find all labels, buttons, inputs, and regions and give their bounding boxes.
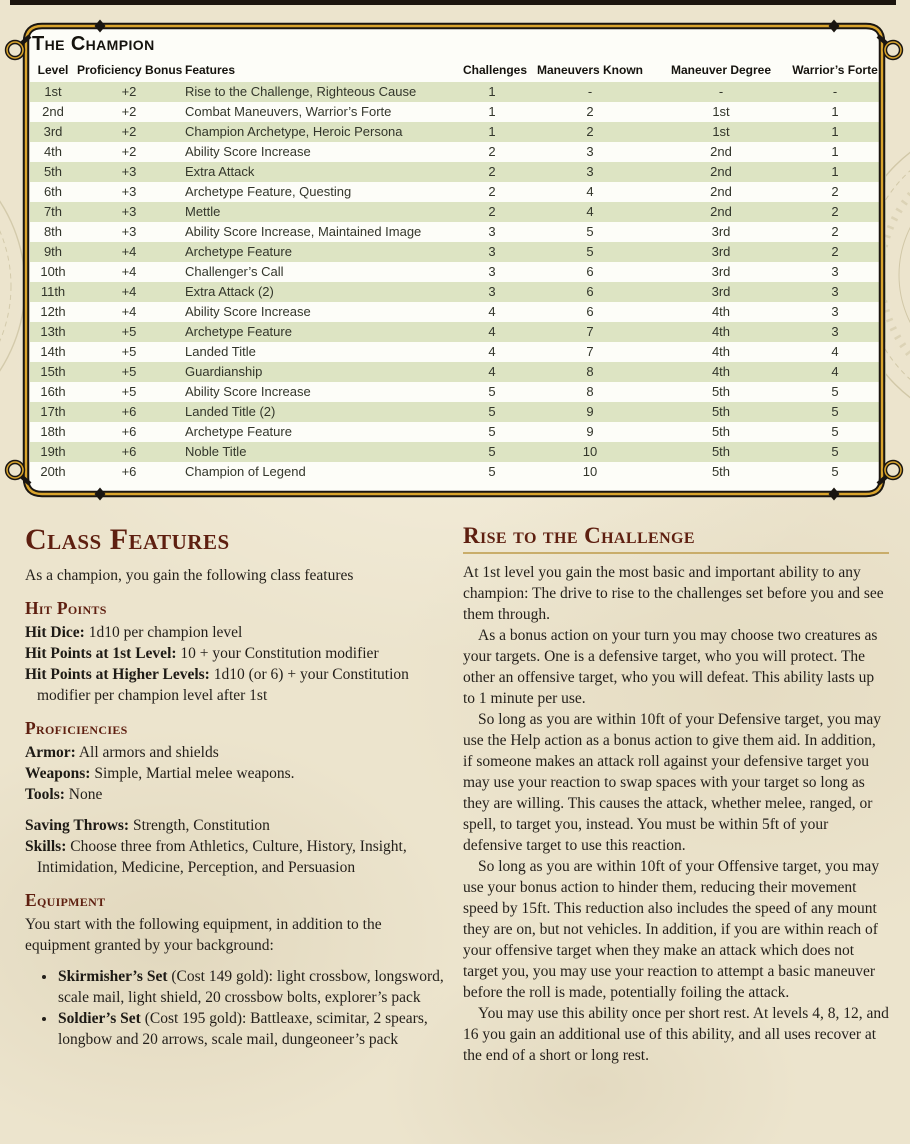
table-cell: +3 xyxy=(76,202,182,222)
table-row xyxy=(30,422,886,442)
table-cell: 5 xyxy=(831,384,839,399)
equipment-intro: You start with the following equipment, in addition to the equipment granted by your background: xyxy=(25,916,382,955)
table-cell: +4 xyxy=(76,282,182,302)
stat-value: All armors and shields xyxy=(78,744,219,761)
stat-line-tools xyxy=(25,784,447,805)
table-cell: 3 xyxy=(831,304,839,319)
table-cell: - xyxy=(784,82,886,102)
top-border-strip xyxy=(10,0,896,5)
stat-value: 1d10 (or 6) + your Constitution modifier per champion level after 1st xyxy=(37,665,409,704)
stat-label: Hit Dice: xyxy=(25,623,85,641)
table-cell: 2nd xyxy=(710,184,732,199)
paragraph: So long as you are within 10ft of your Offensive target, you may use your bonus action to hinder them, reducing their movement speed by 15ft. This reduction also includes the speed of any mount they are on, but not vehicles. In addition, if you are within reach of your offensive target when they make an attack which does not target you, you may use your reaction to attempt a basic maneuver before the roll is made, potentially foiling the attack. xyxy=(463,858,880,1002)
table-cell: 2 xyxy=(522,122,658,142)
column-header: Features xyxy=(185,63,236,77)
table-row xyxy=(30,382,886,402)
table-cell: 4th xyxy=(711,304,731,319)
table-cell: Rise to the Challenge, Righteous Cause xyxy=(182,82,462,102)
table-cell: 2nd xyxy=(658,202,784,222)
table-cell: 15th xyxy=(30,362,76,382)
table-row xyxy=(30,342,886,362)
table-cell: Archetype Feature xyxy=(185,424,292,439)
table-cell: +2 xyxy=(121,144,137,159)
table-row xyxy=(30,462,886,482)
table-cell: 7 xyxy=(522,322,658,342)
table-cell: 1 xyxy=(488,104,496,119)
table-cell: 5 xyxy=(462,442,522,462)
table-cell: 3 xyxy=(522,162,658,182)
table-cell: +4 xyxy=(121,264,137,279)
table-cell: 10 xyxy=(522,442,658,462)
column-header: Warrior’s Forte xyxy=(792,63,878,77)
stat-label: Hit Points at 1st Level: xyxy=(25,644,177,662)
equipment-heading: Equipment xyxy=(25,890,106,910)
table-cell: Extra Attack (2) xyxy=(182,282,462,302)
table-cell: 6 xyxy=(586,264,594,279)
table-cell: +5 xyxy=(76,362,182,382)
table-cell: +5 xyxy=(76,322,182,342)
table-cell: 5th xyxy=(658,402,784,422)
table-cell: 2 xyxy=(488,184,496,199)
stat-line-hp-1st xyxy=(25,643,447,664)
stat-label: Skills: xyxy=(25,838,67,855)
table-cell: 4 xyxy=(586,184,594,199)
table-cell: Guardianship xyxy=(182,362,462,382)
table-cell: Noble Title xyxy=(182,442,462,462)
table-cell: +4 xyxy=(121,304,137,319)
table-cell: 5 xyxy=(784,442,886,462)
table-cell: 9 xyxy=(522,402,658,422)
table-row xyxy=(30,242,886,262)
table-cell: 3 xyxy=(488,224,496,239)
table-cell: 5 xyxy=(586,224,594,239)
equipment-item-detail: (Cost 149 gold): light crossbow, longsword, scale mail, light shield, 20 crossbow bolts, explorer’s pack xyxy=(58,968,444,1007)
table-cell: Ability Score Increase xyxy=(185,384,311,399)
table-cell: 5th xyxy=(711,424,731,439)
table-cell: 3 xyxy=(462,282,522,302)
table-cell: 5 xyxy=(522,242,658,262)
class-features-heading: Class Features xyxy=(25,523,230,556)
table-cell: Champion Archetype, Heroic Persona xyxy=(182,122,462,142)
table-cell: - xyxy=(658,82,784,102)
stat-line-saving-throws xyxy=(25,815,447,836)
table-cell: 18th xyxy=(40,424,66,439)
champion-table xyxy=(30,62,886,482)
table-cell: 2nd xyxy=(710,144,732,159)
table-cell: 14th xyxy=(40,344,66,359)
table-row xyxy=(30,202,886,222)
column-header: Maneuver Degree xyxy=(670,63,772,77)
table-cell: 2 xyxy=(488,144,496,159)
table-cell: 3rd xyxy=(30,122,76,142)
table-cell: 1st xyxy=(30,82,76,102)
table-cell: 5th xyxy=(30,162,76,182)
table-cell: Archetype Feature, Questing xyxy=(185,184,352,199)
stat-value: 10 + your Constitution modifier xyxy=(180,644,379,662)
table-cell: Champion of Legend xyxy=(185,464,306,479)
stat-label: Saving Throws: xyxy=(25,817,130,834)
table-cell: Archetype Feature xyxy=(182,242,462,262)
table-cell: +2 xyxy=(76,122,182,142)
column-header: Maneuvers Known xyxy=(536,63,644,77)
table-cell: 3rd xyxy=(711,224,731,239)
table-cell: 4th xyxy=(711,344,731,359)
table-cell: 1 xyxy=(462,122,522,142)
table-cell: +6 xyxy=(76,442,182,462)
table-cell: +2 xyxy=(121,104,137,119)
table-cell: 3 xyxy=(784,322,886,342)
table-cell: +3 xyxy=(121,184,137,199)
table-cell: 5 xyxy=(488,424,496,439)
table-row xyxy=(30,282,886,302)
table-cell: +3 xyxy=(76,162,182,182)
table-cell: 8 xyxy=(522,362,658,382)
table-cell: 19th xyxy=(30,442,76,462)
table-cell: 4th xyxy=(658,362,784,382)
table-cell: 5 xyxy=(831,424,839,439)
equipment-item-name: Soldier’s Set xyxy=(58,1010,141,1028)
stat-line-hit-dice xyxy=(25,622,447,643)
table-cell: Combat Maneuvers, Warrior’s Forte xyxy=(185,104,392,119)
table-row xyxy=(30,162,886,182)
table-row xyxy=(30,222,886,242)
table-title: The Champion xyxy=(32,33,155,55)
table-cell: Extra Attack xyxy=(182,162,462,182)
table-cell: 17th xyxy=(30,402,76,422)
table-cell: 2nd xyxy=(658,162,784,182)
table-cell: 7 xyxy=(586,344,594,359)
stat-line-weapons xyxy=(25,763,447,784)
champion-table-card xyxy=(30,33,878,482)
table-cell: - xyxy=(522,82,658,102)
column-header: Challenges xyxy=(463,63,528,77)
table-cell: 5 xyxy=(462,402,522,422)
stat-label: Armor: xyxy=(25,744,76,761)
equipment-item-name: Skirmisher’s Set xyxy=(58,968,168,986)
table-cell: +6 xyxy=(121,424,137,439)
equipment-list xyxy=(25,966,447,1050)
table-cell: 16th xyxy=(40,384,66,399)
column-header: Level xyxy=(37,63,69,77)
table-header-row xyxy=(30,62,886,82)
stat-value: 1d10 per champion level xyxy=(88,623,243,641)
table-cell: 2 xyxy=(831,184,839,199)
table-cell: 13th xyxy=(30,322,76,342)
table-cell: 1st xyxy=(658,122,784,142)
table-cell: Landed Title (2) xyxy=(182,402,462,422)
table-cell: 2 xyxy=(831,224,839,239)
table-cell: +6 xyxy=(76,402,182,422)
stat-value: Strength, Constitution xyxy=(132,817,270,834)
table-cell: 5 xyxy=(488,464,496,479)
table-cell: 5 xyxy=(784,402,886,422)
table-cell: 4 xyxy=(488,304,496,319)
table-cell: 7th xyxy=(30,202,76,222)
table-row xyxy=(30,362,886,382)
table-cell: 5 xyxy=(831,464,839,479)
table-cell: 4th xyxy=(43,144,63,159)
table-cell: 4 xyxy=(831,344,839,359)
table-row xyxy=(30,82,886,102)
table-cell: 10 xyxy=(582,464,598,479)
stat-label: Tools: xyxy=(25,786,65,803)
proficiencies-heading: Proficiencies xyxy=(25,717,128,738)
table-cell: 6 xyxy=(586,304,594,319)
table-cell: 6 xyxy=(522,282,658,302)
table-cell: 2 xyxy=(784,202,886,222)
table-cell: 3 xyxy=(831,264,839,279)
table-cell: 1 xyxy=(462,82,522,102)
table-cell: 4th xyxy=(658,322,784,342)
table-cell: 9 xyxy=(586,424,594,439)
table-cell: 1 xyxy=(831,144,839,159)
table-row xyxy=(30,262,886,282)
table-cell: Ability Score Increase xyxy=(185,144,311,159)
table-cell: 1 xyxy=(784,162,886,182)
list-item-skirmisher-set xyxy=(57,966,447,1008)
table-row xyxy=(30,142,886,162)
table-cell: +6 xyxy=(121,464,137,479)
table-row xyxy=(30,302,886,322)
table-cell: +5 xyxy=(121,384,137,399)
paragraph: So long as you are within 10ft of your Defensive target, you may use the Help action as a bonus action to give them aid. In addition, if someone makes an attack roll against your defensive target you may use your reaction to swap spaces with your target so long as they are willing. This causes the attack, whether melee, ranged, or spell, to target you, instead. You must be within 5ft of your defensive target to use this reaction. xyxy=(463,711,882,855)
table-cell: 3rd xyxy=(658,282,784,302)
left-column xyxy=(25,524,447,1050)
table-cell: +5 xyxy=(121,344,137,359)
table-cell: 4 xyxy=(462,322,522,342)
table-row xyxy=(30,122,886,142)
list-item-soldier-set xyxy=(57,1008,447,1050)
table-cell: 5th xyxy=(711,384,731,399)
table-cell: 2 xyxy=(462,162,522,182)
table-cell: 2nd xyxy=(42,104,64,119)
table-cell: Archetype Feature xyxy=(182,322,462,342)
table-cell: 1st xyxy=(712,104,730,119)
table-cell: 5th xyxy=(658,442,784,462)
table-cell: 10th xyxy=(40,264,66,279)
table-cell: 9th xyxy=(30,242,76,262)
stat-line-armor xyxy=(25,742,447,763)
table-cell: 12th xyxy=(40,304,66,319)
column-header: Proficiency Bonus xyxy=(77,63,183,77)
table-cell: 4 xyxy=(784,362,886,382)
table-cell: 1 xyxy=(831,104,839,119)
table-row xyxy=(30,102,886,122)
paragraph: At 1st level you gain the most basic and important ability to any champion: The drive to rise to the challenges set before you and see them through. xyxy=(463,564,884,624)
table-cell: 4 xyxy=(488,344,496,359)
table-cell: Ability Score Increase, Maintained Image xyxy=(185,224,422,239)
table-cell: 3rd xyxy=(658,242,784,262)
stat-value: Choose three from Athletics, Culture, History, Insight, Intimidation, Medicine, Perception, and Persuasion xyxy=(37,838,407,876)
table-cell: 6th xyxy=(43,184,63,199)
stat-value: None xyxy=(68,786,103,803)
table-row xyxy=(30,402,886,422)
table-cell: +3 xyxy=(121,224,137,239)
table-cell: 3rd xyxy=(711,264,731,279)
table-cell: Landed Title xyxy=(185,344,256,359)
table-cell: Challenger’s Call xyxy=(185,264,284,279)
rise-to-the-challenge-heading: Rise to the Challenge xyxy=(463,524,889,554)
table-cell: 3 xyxy=(586,144,594,159)
table-cell: 3 xyxy=(462,242,522,262)
table-body xyxy=(30,82,886,482)
table-cell: 3 xyxy=(488,264,496,279)
stat-line-hp-higher xyxy=(25,664,447,706)
table-row xyxy=(30,442,886,462)
table-cell: Ability Score Increase xyxy=(185,304,311,319)
hit-points-heading: Hit Points xyxy=(25,597,107,618)
paragraph: You may use this ability once per short rest. At levels 4, 8, 12, and 16 you gain an additional use of this ability, and all uses recover at the end of a short or long rest. xyxy=(463,1005,889,1065)
stat-label: Weapons: xyxy=(25,765,91,782)
table-cell: 4 xyxy=(462,362,522,382)
stat-label: Hit Points at Higher Levels: xyxy=(25,665,210,683)
table-cell: +4 xyxy=(76,242,182,262)
table-cell: 3 xyxy=(784,282,886,302)
table-cell: 2 xyxy=(784,242,886,262)
table-cell: 1 xyxy=(784,122,886,142)
table-cell: 8th xyxy=(43,224,63,239)
table-cell: 5 xyxy=(488,384,496,399)
table-cell: 2 xyxy=(462,202,522,222)
class-features-intro: As a champion, you gain the following class features xyxy=(25,566,354,584)
table-cell: +2 xyxy=(76,82,182,102)
table-cell: 20th xyxy=(40,464,66,479)
table-cell: Mettle xyxy=(182,202,462,222)
paragraph: As a bonus action on your turn you may choose two creatures as your targets. One is a defensive target, who you will protect. The other an offensive target, who you will defeat. This ability lasts up to 1 minute per use. xyxy=(463,627,878,708)
stat-value: Simple, Martial melee weapons. xyxy=(94,765,295,782)
equipment-item-detail: (Cost 195 gold): Battleaxe, scimitar, 2 spears, longbow and 20 arrows, scale mail, dungeoneer’s pack xyxy=(58,1010,428,1049)
table-cell: 5th xyxy=(711,464,731,479)
table-cell: 11th xyxy=(30,282,76,302)
table-row xyxy=(30,322,886,342)
table-cell: 8 xyxy=(586,384,594,399)
right-column xyxy=(463,524,889,1066)
stat-line-skills xyxy=(25,836,447,878)
table-cell: 4 xyxy=(522,202,658,222)
table-row xyxy=(30,182,886,202)
table-cell: 2 xyxy=(586,104,594,119)
